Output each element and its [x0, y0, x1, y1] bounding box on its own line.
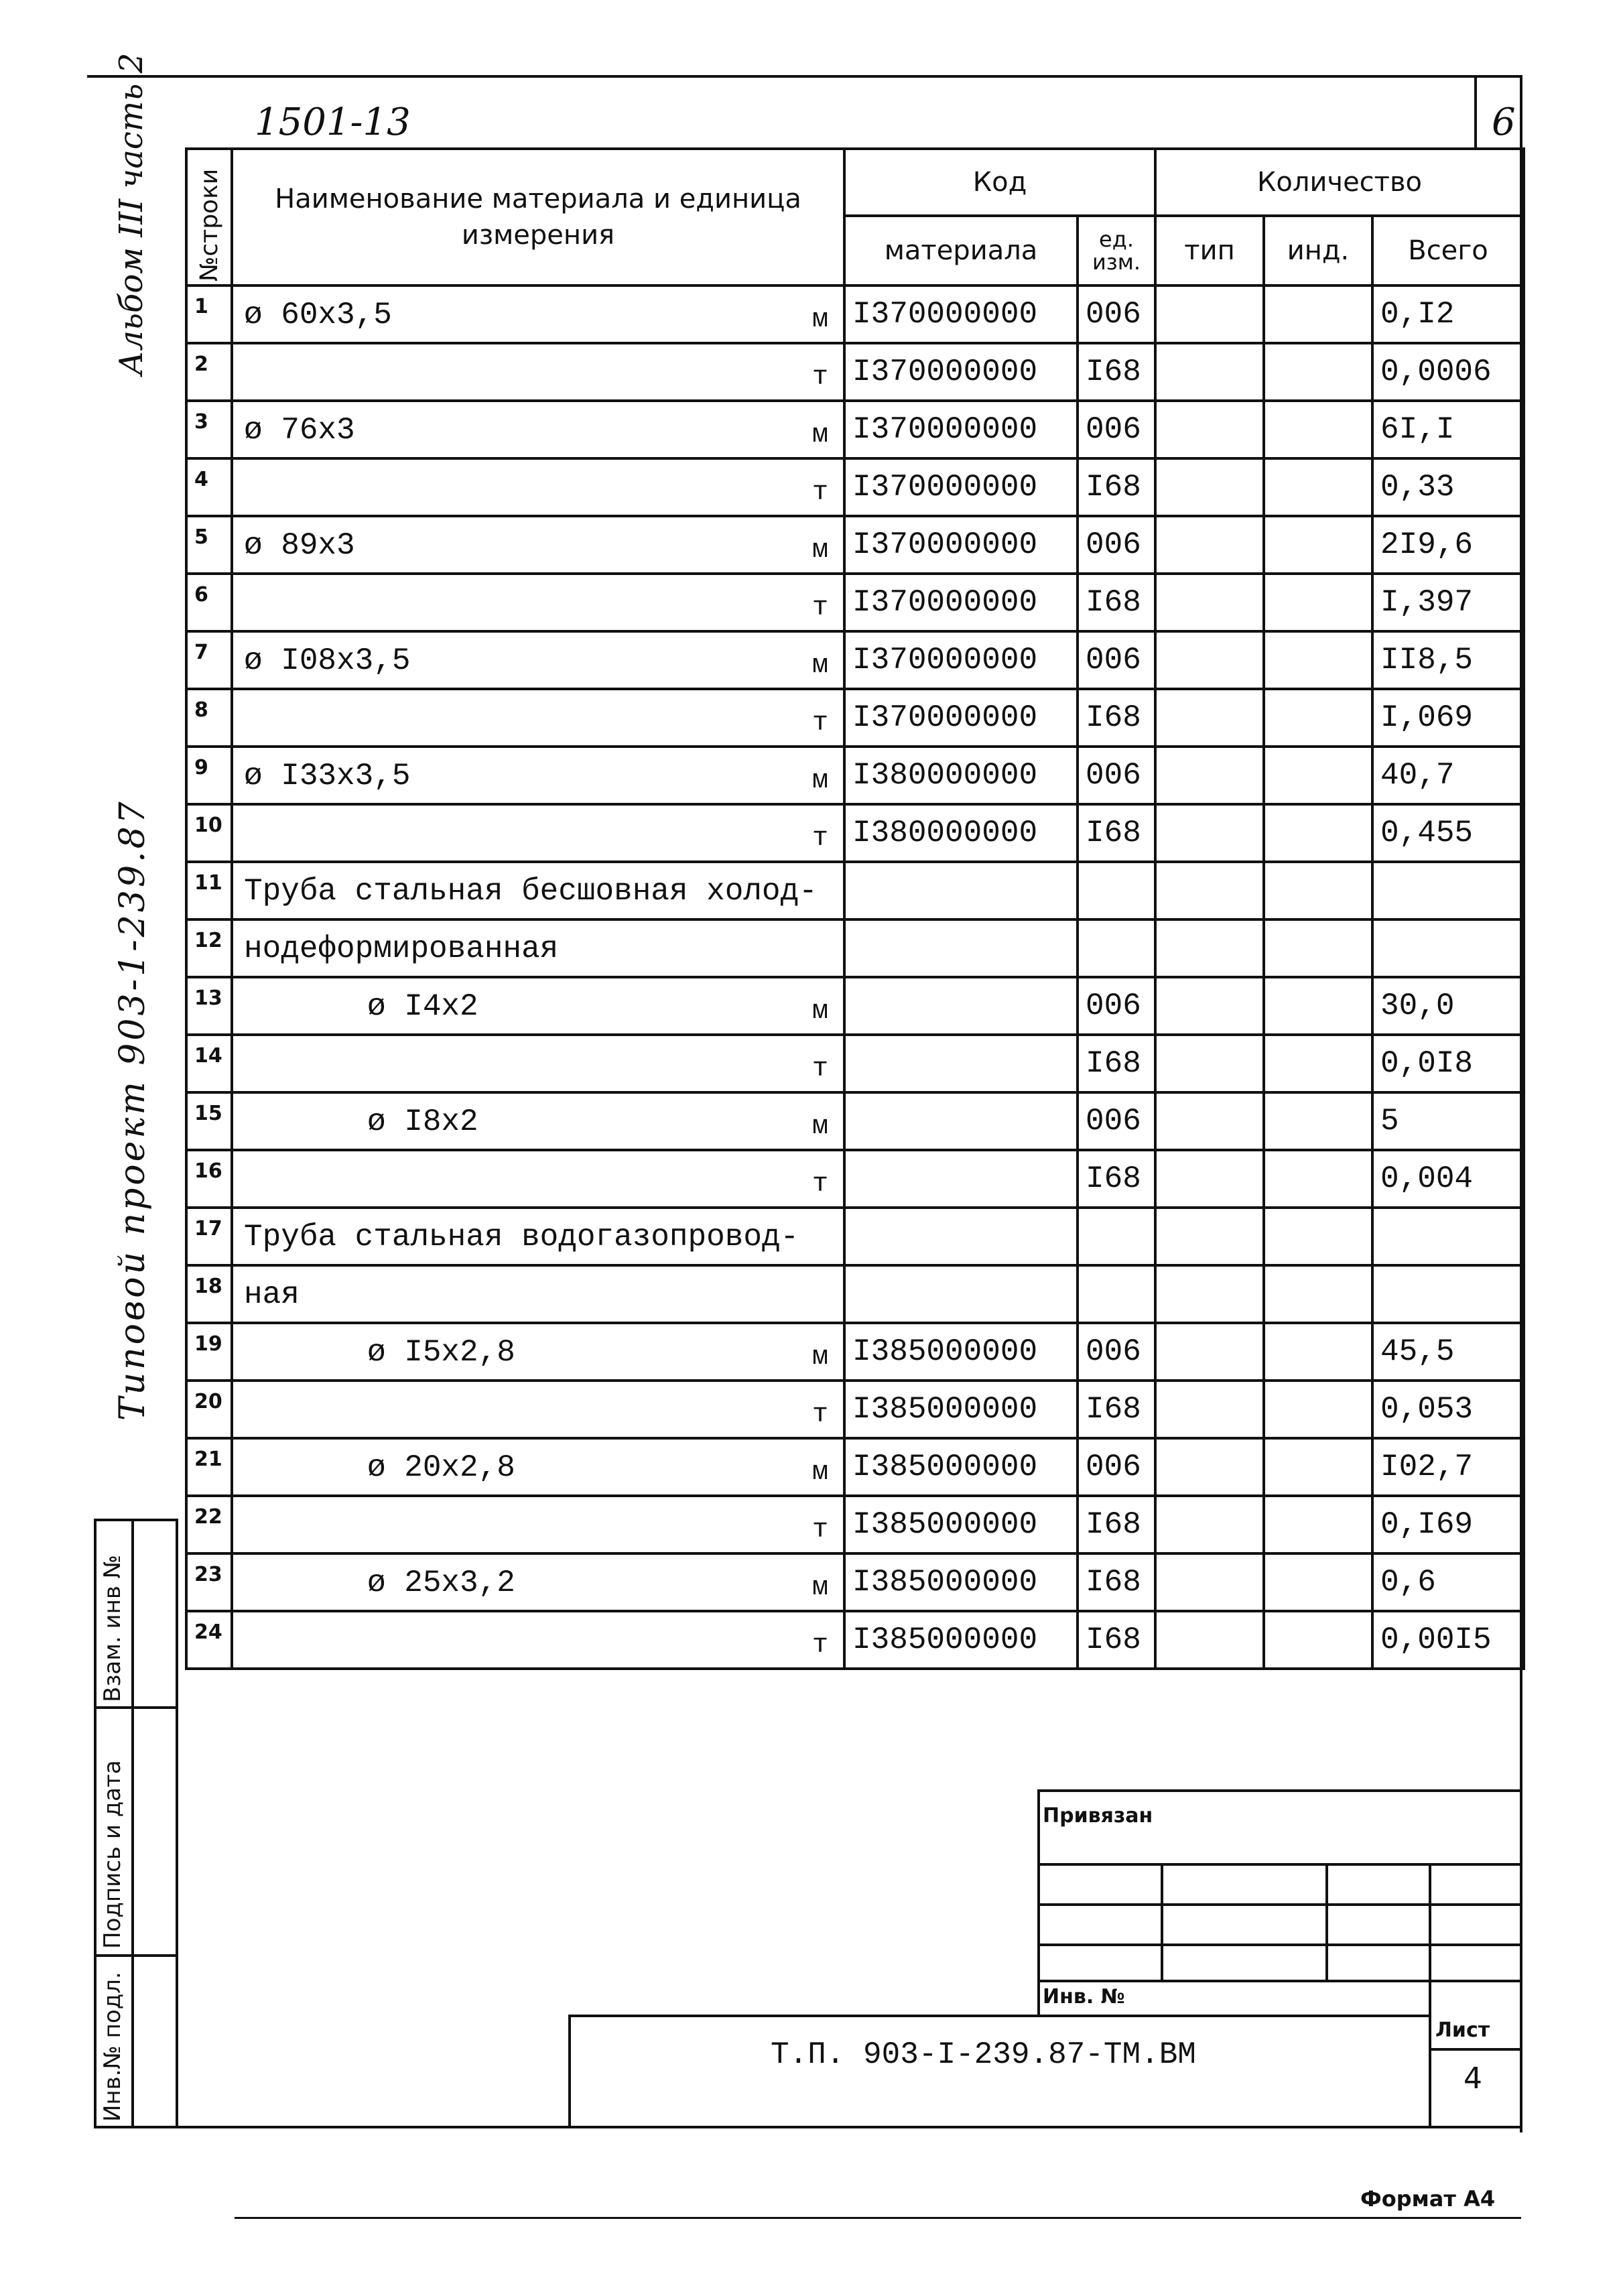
qty-type [1155, 1208, 1264, 1265]
material-code: I385000000 [844, 1381, 1078, 1438]
table-row [186, 1265, 1524, 1323]
row-number: 1 [186, 285, 232, 343]
project-note: Типовой проект 903-1-239.87 [113, 799, 153, 1421]
material-name: ø 20x2,8 [367, 1450, 515, 1485]
row-number: 15 [186, 1092, 232, 1150]
table-row [186, 1092, 1524, 1150]
qty-ind [1264, 458, 1372, 516]
unit-of-measure: м [812, 651, 828, 681]
material-name-cell [232, 343, 844, 401]
table-row [186, 631, 1524, 689]
header-name: Наименование материала и единица измерения [232, 149, 844, 285]
qty-total: 45,5 [1372, 1323, 1524, 1381]
qty-total: 0,I2 [1372, 285, 1524, 343]
unit-code [1078, 862, 1155, 919]
qty-type [1155, 1553, 1264, 1611]
row-number: 20 [186, 1381, 232, 1438]
qty-ind [1264, 1611, 1372, 1669]
unit-code: I68 [1078, 1035, 1155, 1092]
table-row [186, 1438, 1524, 1496]
qty-type [1155, 1150, 1264, 1208]
qty-total: 0,053 [1372, 1381, 1524, 1438]
row-number: 8 [186, 689, 232, 747]
format-label: Формат А4 [1360, 2186, 1496, 2212]
material-code: I370000000 [844, 689, 1078, 747]
header-quantity-group: Количество [1155, 149, 1524, 216]
qty-total: 6I,I [1372, 401, 1524, 458]
unit-of-measure: м [812, 1112, 828, 1142]
material-name-cell [232, 458, 844, 516]
unit-of-measure: т [812, 363, 828, 393]
row-number: 4 [186, 458, 232, 516]
material-name-cell [232, 1553, 844, 1611]
unit-code: I68 [1078, 1611, 1155, 1669]
unit-code: 006 [1078, 401, 1155, 458]
qty-total: 5 [1372, 1092, 1524, 1150]
qty-total: 0,33 [1372, 458, 1524, 516]
qty-type [1155, 458, 1264, 516]
qty-total: 2I9,6 [1372, 516, 1524, 574]
unit-of-measure: м [812, 535, 828, 566]
material-name: ø 25x3,2 [367, 1566, 515, 1600]
privyazan-label: Привязан [1043, 1804, 1153, 1828]
qty-type [1155, 1381, 1264, 1438]
qty-ind [1264, 747, 1372, 804]
qty-ind [1264, 516, 1372, 574]
qty-type [1155, 1438, 1264, 1496]
unit-of-measure: т [812, 593, 828, 623]
material-name-cell [232, 285, 844, 343]
material-name-cell [232, 1323, 844, 1381]
bottom-frame-line [176, 2126, 1522, 2128]
qty-total: 0,0006 [1372, 343, 1524, 401]
row-number: 11 [186, 862, 232, 919]
unit-of-measure: м [812, 1458, 828, 1488]
qty-type [1155, 689, 1264, 747]
row-number: 13 [186, 977, 232, 1035]
unit-code: 006 [1078, 631, 1155, 689]
material-name: ная [244, 1277, 300, 1312]
qty-total: 40,7 [1372, 747, 1524, 804]
row-number: 6 [186, 574, 232, 631]
material-name-cell [232, 1438, 844, 1496]
qty-ind [1264, 919, 1372, 977]
material-name-cell [232, 1208, 844, 1265]
material-name-cell [232, 919, 844, 977]
document-designation: Т.П. 903-I-239.87-ТМ.ВМ [771, 2037, 1196, 2072]
sheet-corner-divider [1474, 75, 1477, 149]
inv-no-label: Инв. № [1043, 1985, 1125, 2008]
table-row [186, 977, 1524, 1035]
qty-type [1155, 977, 1264, 1035]
unit-of-measure: т [812, 1400, 828, 1430]
unit-code: 006 [1078, 977, 1155, 1035]
unit-of-measure: т [812, 1054, 828, 1084]
qty-ind [1264, 689, 1372, 747]
material-code: I385000000 [844, 1438, 1078, 1496]
table-row [186, 516, 1524, 574]
material-code: I370000000 [844, 285, 1078, 343]
qty-ind [1264, 804, 1372, 862]
header-qty-type: тип [1155, 216, 1264, 285]
qty-ind [1264, 1496, 1372, 1553]
table-row [186, 1496, 1524, 1553]
qty-total [1372, 1208, 1524, 1265]
unit-code: 006 [1078, 1438, 1155, 1496]
inv-podl-label: Инв.№ подл. [99, 1972, 126, 2122]
material-code: I370000000 [844, 458, 1078, 516]
qty-type [1155, 747, 1264, 804]
qty-ind [1264, 285, 1372, 343]
row-number: 23 [186, 1553, 232, 1611]
table-row [186, 1553, 1524, 1611]
unit-of-measure: м [812, 997, 828, 1027]
material-code: I385000000 [844, 1611, 1078, 1669]
material-code: I380000000 [844, 804, 1078, 862]
sheet-label: Лист [1435, 2019, 1490, 2042]
qty-ind [1264, 574, 1372, 631]
unit-code: I68 [1078, 343, 1155, 401]
podpis-label: Подпись и дата [99, 1760, 126, 1949]
unit-of-measure: м [812, 1573, 828, 1603]
row-number: 22 [186, 1496, 232, 1553]
doc-number: 1501-13 [255, 101, 411, 144]
album-note: Альбом III часть 2 [113, 52, 150, 375]
unit-of-measure: м [812, 420, 828, 450]
unit-code: I68 [1078, 804, 1155, 862]
qty-type [1155, 1265, 1264, 1323]
header-row-number [186, 149, 232, 285]
qty-ind [1264, 1150, 1372, 1208]
header-code-material: материала [844, 216, 1078, 285]
material-name: ø 89x3 [244, 528, 355, 563]
material-name: ø I5x2,8 [367, 1335, 515, 1370]
header-qty-total: Всего [1372, 216, 1524, 285]
unit-of-measure: т [812, 708, 828, 739]
unit-code: I68 [1078, 689, 1155, 747]
material-code: I370000000 [844, 343, 1078, 401]
table-row [186, 862, 1524, 919]
material-name: ø I33x3,5 [244, 759, 411, 793]
materials-table [185, 147, 1525, 1670]
material-code [844, 1035, 1078, 1092]
table-row [186, 747, 1524, 804]
material-name-cell [232, 516, 844, 574]
unit-code [1078, 1208, 1155, 1265]
material-name-cell [232, 804, 844, 862]
unit-of-measure: м [812, 1342, 828, 1373]
material-name-cell [232, 862, 844, 919]
qty-type [1155, 1323, 1264, 1381]
row-number: 18 [186, 1265, 232, 1323]
qty-total: I02,7 [1372, 1438, 1524, 1496]
unit-code: 006 [1078, 747, 1155, 804]
qty-ind [1264, 1553, 1372, 1611]
qty-total: 30,0 [1372, 977, 1524, 1035]
unit-code: I68 [1078, 574, 1155, 631]
material-name-cell [232, 1381, 844, 1438]
table-row [186, 1611, 1524, 1669]
table-row [186, 1323, 1524, 1381]
material-code [844, 1208, 1078, 1265]
qty-type [1155, 1035, 1264, 1092]
table-row [186, 689, 1524, 747]
table-row [186, 804, 1524, 862]
qty-total: 0,00I5 [1372, 1611, 1524, 1669]
unit-code [1078, 1265, 1155, 1323]
material-name-cell [232, 1150, 844, 1208]
header-row-number-label: №строки [196, 168, 223, 281]
material-code [844, 862, 1078, 919]
material-name-cell [232, 747, 844, 804]
qty-ind [1264, 401, 1372, 458]
unit-code [1078, 919, 1155, 977]
qty-type [1155, 804, 1264, 862]
header-code-unit: ед. изм. [1078, 216, 1155, 285]
row-number: 9 [186, 747, 232, 804]
material-code [844, 1092, 1078, 1150]
unit-of-measure: т [812, 824, 828, 854]
sheet-number: 4 [1464, 2061, 1482, 2096]
qty-total: 0,6 [1372, 1553, 1524, 1611]
material-name: ø I08x3,5 [244, 643, 411, 678]
material-code: I385000000 [844, 1323, 1078, 1381]
table-row [186, 401, 1524, 458]
row-number: 5 [186, 516, 232, 574]
unit-of-measure: т [812, 478, 828, 508]
table-row [186, 343, 1524, 401]
unit-of-measure: т [812, 1631, 828, 1661]
qty-total: I,069 [1372, 689, 1524, 747]
vzam-inv-label: Взам. инв № [99, 1554, 126, 1702]
qty-type [1155, 919, 1264, 977]
header-code-group: Код [844, 149, 1155, 216]
material-name: ø 76x3 [244, 413, 355, 448]
material-name: Труба стальная бесшовная холод- [244, 874, 818, 909]
qty-type [1155, 1496, 1264, 1553]
table-row [186, 458, 1524, 516]
unit-code: I68 [1078, 1553, 1155, 1611]
row-number: 19 [186, 1323, 232, 1381]
row-number: 14 [186, 1035, 232, 1092]
material-name-cell [232, 689, 844, 747]
qty-type [1155, 285, 1264, 343]
table-row [186, 1381, 1524, 1438]
row-number: 7 [186, 631, 232, 689]
material-code [844, 977, 1078, 1035]
material-name-cell [232, 401, 844, 458]
table-row [186, 1150, 1524, 1208]
material-code [844, 1150, 1078, 1208]
material-name: ø I4x2 [367, 989, 478, 1024]
material-name-cell [232, 1265, 844, 1323]
row-number: 24 [186, 1611, 232, 1669]
table-row [186, 919, 1524, 977]
unit-of-measure: т [812, 1515, 828, 1545]
material-name-cell [232, 1611, 844, 1669]
material-name-cell [232, 574, 844, 631]
qty-type [1155, 1611, 1264, 1669]
unit-code: I68 [1078, 458, 1155, 516]
qty-ind [1264, 1265, 1372, 1323]
qty-type [1155, 862, 1264, 919]
row-number: 10 [186, 804, 232, 862]
table-row [186, 574, 1524, 631]
qty-type [1155, 516, 1264, 574]
qty-total: 0,004 [1372, 1150, 1524, 1208]
material-code: I370000000 [844, 574, 1078, 631]
material-name-cell [232, 1092, 844, 1150]
footer-line [235, 2217, 1521, 2219]
row-number: 2 [186, 343, 232, 401]
material-name-cell [232, 631, 844, 689]
qty-total [1372, 919, 1524, 977]
unit-code: 006 [1078, 1323, 1155, 1381]
qty-ind [1264, 1381, 1372, 1438]
material-code: I370000000 [844, 516, 1078, 574]
material-code: I385000000 [844, 1496, 1078, 1553]
row-number: 21 [186, 1438, 232, 1496]
qty-total: I,397 [1372, 574, 1524, 631]
qty-type [1155, 1092, 1264, 1150]
qty-type [1155, 401, 1264, 458]
unit-code: I68 [1078, 1381, 1155, 1438]
qty-ind [1264, 977, 1372, 1035]
row-number: 17 [186, 1208, 232, 1265]
unit-of-measure: м [812, 305, 828, 335]
material-code: I370000000 [844, 631, 1078, 689]
qty-type [1155, 574, 1264, 631]
unit-code: I68 [1078, 1496, 1155, 1553]
qty-total [1372, 1265, 1524, 1323]
unit-code: I68 [1078, 1150, 1155, 1208]
table-row [186, 1208, 1524, 1265]
qty-total: 0,455 [1372, 804, 1524, 862]
material-code: I385000000 [844, 1553, 1078, 1611]
material-name-cell [232, 1035, 844, 1092]
qty-total: 0,I69 [1372, 1496, 1524, 1553]
material-name-cell [232, 1496, 844, 1553]
qty-ind [1264, 631, 1372, 689]
material-code [844, 1265, 1078, 1323]
material-name-cell [232, 977, 844, 1035]
row-number: 3 [186, 401, 232, 458]
row-number: 16 [186, 1150, 232, 1208]
material-code [844, 919, 1078, 977]
material-name: ø I8x2 [367, 1104, 478, 1139]
qty-ind [1264, 1323, 1372, 1381]
material-name: нодеформированная [244, 932, 559, 966]
header-qty-ind: инд. [1264, 216, 1372, 285]
top-frame-line [87, 75, 1522, 78]
qty-ind [1264, 1035, 1372, 1092]
qty-ind [1264, 1208, 1372, 1265]
unit-code: 006 [1078, 285, 1155, 343]
qty-total: II8,5 [1372, 631, 1524, 689]
qty-total [1372, 862, 1524, 919]
unit-code: 006 [1078, 516, 1155, 574]
row-number: 12 [186, 919, 232, 977]
qty-total: 0,0I8 [1372, 1035, 1524, 1092]
material-name: ø 60x3,5 [244, 298, 392, 332]
unit-of-measure: м [812, 766, 828, 796]
material-code: I370000000 [844, 401, 1078, 458]
qty-ind [1264, 343, 1372, 401]
unit-code: 006 [1078, 1092, 1155, 1150]
qty-type [1155, 343, 1264, 401]
material-name: Труба стальная водогазопровод- [244, 1220, 799, 1255]
table-row [186, 285, 1524, 343]
material-code: I380000000 [844, 747, 1078, 804]
qty-type [1155, 631, 1264, 689]
table-row [186, 1035, 1524, 1092]
qty-ind [1264, 1438, 1372, 1496]
qty-ind [1264, 1092, 1372, 1150]
sheet-corner-number: 6 [1492, 101, 1516, 144]
qty-ind [1264, 862, 1372, 919]
unit-of-measure: т [812, 1169, 828, 1200]
